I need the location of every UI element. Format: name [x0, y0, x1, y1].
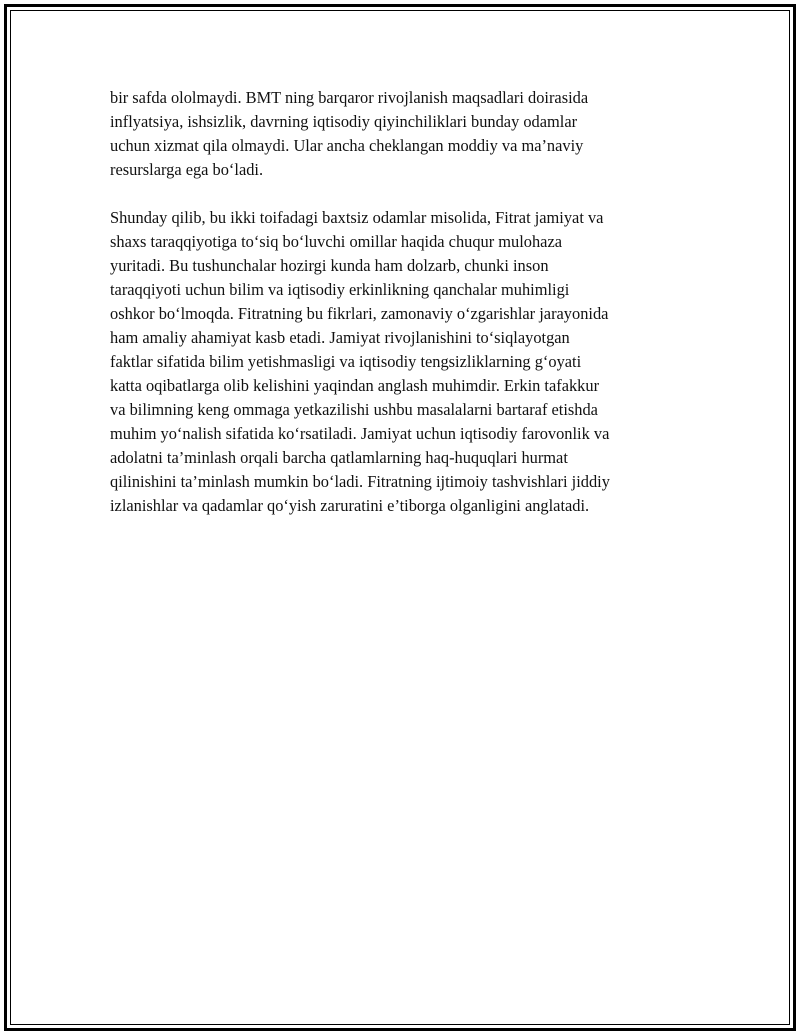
paragraph-2-line-13: izlanishlar va qadamlar qo‘yish zaruratini e’tiborga olganligini anglatadi.: [110, 496, 590, 515]
paragraph-2-line-9: va bilimning keng ommaga yetkazilishi ushbu masalalarni bartaraf etishda: [110, 400, 598, 419]
paragraph-2-line-3: yuritadi. Bu tushunchalar hozirgi kunda ham dolzarb, chunki inson: [110, 256, 549, 275]
paragraph-2-line-12: qilinishini ta’minlash mumkin bo‘ladi. Fitratning ijtimoiy tashvishlari jiddiy: [110, 472, 610, 491]
paragraph-2-line-11: adolatni ta’minlash orqali barcha qatlamlarning haq-huquqlari hurmat: [110, 448, 568, 467]
document-body: [110, 86, 690, 518]
paragraph-2-line-4: taraqqiyoti uchun bilim va iqtisodiy erkinlikning qanchalar muhimligi: [110, 280, 570, 299]
paragraph-2-line-6: ham amaliy ahamiyat kasb etadi. Jamiyat rivojlanishini to‘siqlayotgan: [110, 328, 570, 347]
paragraph-2-line-2: shaxs taraqqiyotiga to‘siq bo‘luvchi omillar haqida chuqur mulohaza: [110, 232, 562, 251]
paragraph-1-line-4: resurslarga ega bo‘ladi.: [110, 160, 264, 179]
paragraph-2-line-8: katta oqibatlarga olib kelishini yaqindan anglash muhimdir. Erkin tafakkur: [110, 376, 600, 395]
paragraph-2-line-10: muhim yo‘nalish sifatida ko‘rsatiladi. Jamiyat uchun iqtisodiy farovonlik va: [110, 424, 610, 443]
paragraph-2-line-7: faktlar sifatida bilim yetishmasligi va iqtisodiy tengsizliklarning g‘oyati: [110, 352, 582, 371]
paragraph-1-line-2: inflyatsiya, ishsizlik, davrning iqtisodiy qiyinchiliklari bunday odamlar: [110, 112, 578, 131]
paragraph-2-line-1: Shunday qilib, bu ikki toifadagi baxtsiz odamlar misolida, Fitrat jamiyat va: [110, 208, 604, 227]
paragraph-1-line-3: uchun xizmat qila olmaydi. Ular ancha cheklangan moddiy va ma’naviy: [110, 136, 584, 155]
paragraph-2-line-5: oshkor bo‘lmoqda. Fitratning bu fikrlari, zamonaviy o‘zgarishlar jarayonida: [110, 304, 609, 323]
paragraph-1-line-1: bir safda ololmaydi. BMT ning barqaror rivojlanish maqsadlari doirasida: [110, 88, 589, 107]
paragraph-2: [110, 206, 690, 518]
paragraph-1: [110, 86, 690, 182]
